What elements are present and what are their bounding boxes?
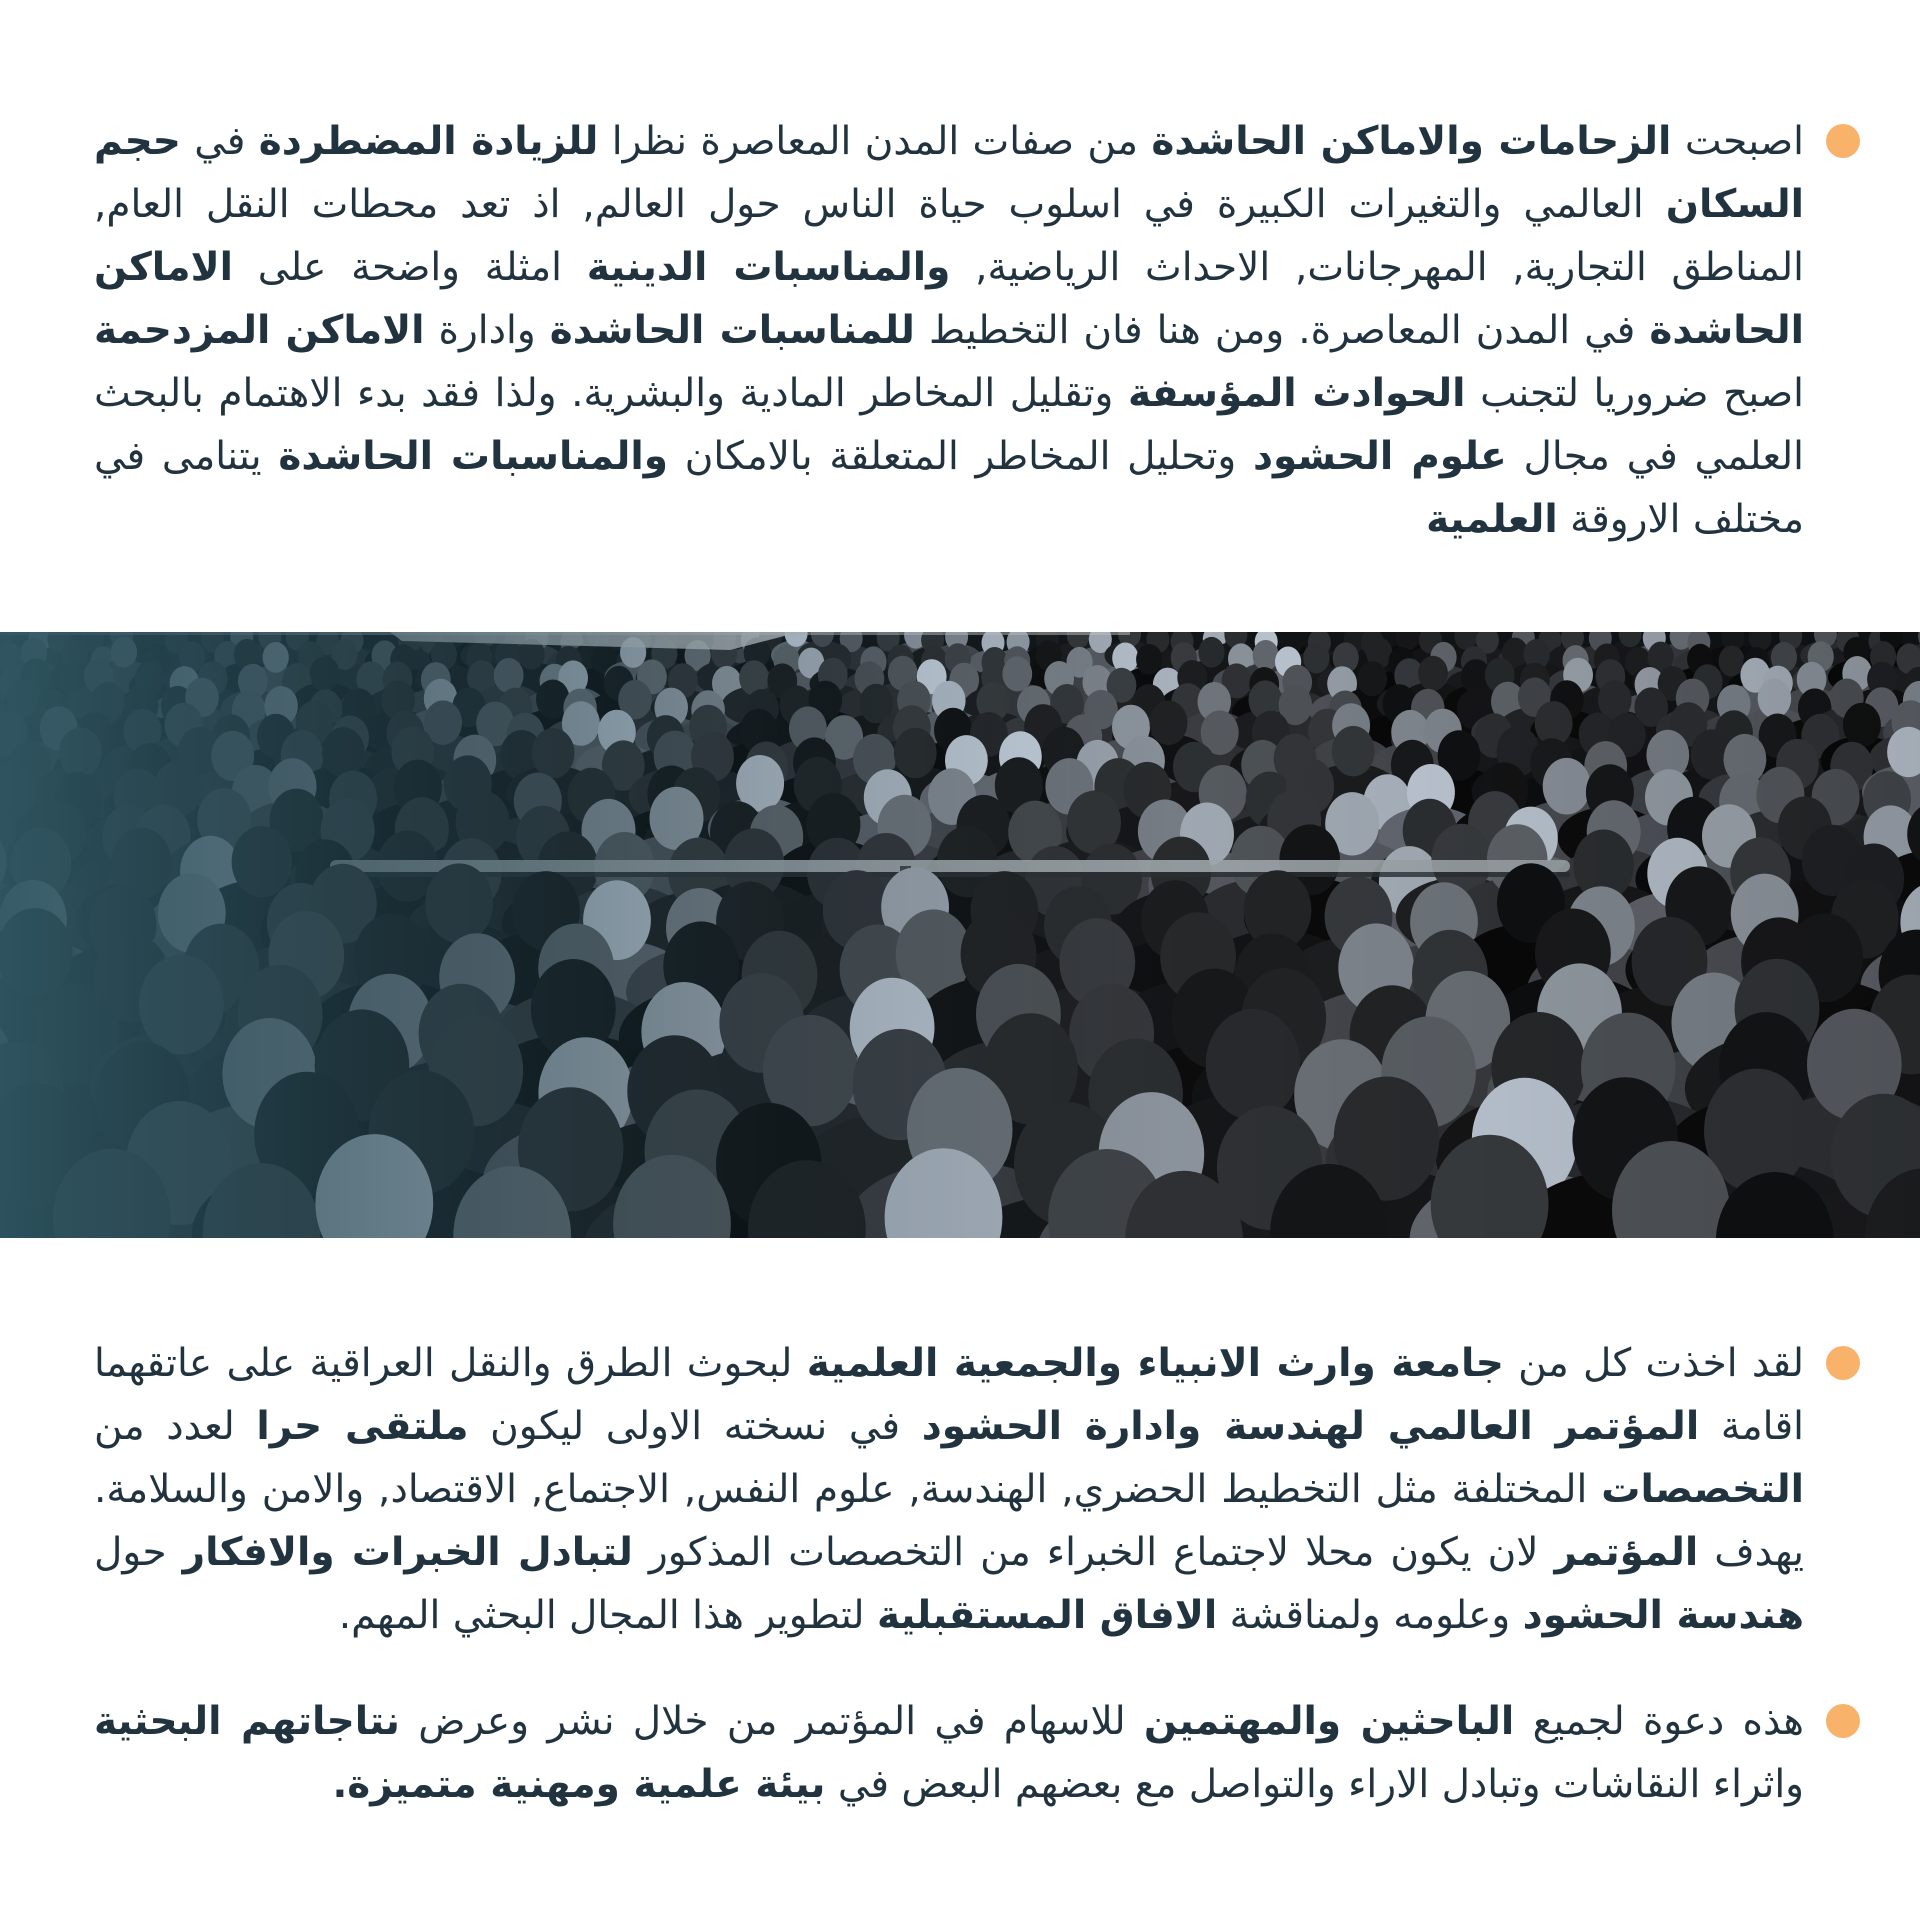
text-segment: هذه دعوة لجميع (1514, 1699, 1804, 1744)
text-segment: الافاق المستقبلية (876, 1593, 1218, 1638)
text-segment: وادارة (424, 308, 550, 353)
text-segment: اصبح ضروريا لتجنب (1465, 371, 1804, 416)
text-segment: للاسهام في المؤتمر من خلال نشر وعرض (399, 1699, 1144, 1744)
text-segment: من صفات المدن المعاصرة نظرا (598, 119, 1152, 164)
text-segment: هندسة الحشود (1522, 1593, 1804, 1638)
text-segment: لان يكون محلا لاجتماع الخبراء من التخصصات المذكور (632, 1530, 1555, 1575)
text-segment: الاماكن المزدحمة (94, 308, 425, 353)
text-segment: علوم الحشود (1253, 434, 1507, 479)
bullet-marker (1826, 1346, 1860, 1380)
text-segment: وتقليل المخاطر المادية والبشرية. ولذا فقد بدء الاهتمام بالبحث العلمي في مجال (94, 371, 1804, 479)
text-segment: وعلومه ولمناقشة (1217, 1593, 1523, 1638)
text-segment: للزيادة المضطردة (258, 119, 599, 164)
text-segment: لتطوير هذا المجال البحثي المهم. (338, 1593, 877, 1638)
conference-paragraph-text (94, 1332, 1804, 1647)
bullet-marker (1826, 1704, 1860, 1738)
text-segment: في المدن المعاصرة. ومن هنا فان التخطيط (914, 308, 1650, 353)
text-segment: المؤتمر العالمي لهندسة وادارة الحشود (921, 1404, 1700, 1449)
text-segment: حجم السكان (94, 119, 1804, 227)
text-segment: امثلة واضحة على (232, 245, 587, 290)
crowd-photo (0, 632, 1920, 1238)
text-segment: العلمية (1426, 497, 1558, 542)
text-segment: يتنامى في مختلف الاروقة (94, 434, 1804, 542)
text-segment: حول (94, 1530, 183, 1575)
text-segment: ملتقى حرا (256, 1404, 469, 1449)
text-segment: للمناسبات الحاشدة (549, 308, 915, 353)
intro-paragraph-text (94, 110, 1804, 551)
text-segment: لعدد من (94, 1404, 257, 1449)
text-segment: بيئة علمية ومهنية متميزة. (332, 1762, 826, 1807)
text-segment: اصبحت (1671, 119, 1805, 164)
text-segment: المؤتمر (1554, 1530, 1699, 1575)
bullet-marker (1826, 124, 1860, 158)
invitation-paragraph-block (94, 1690, 1860, 1816)
text-segment: والمناسبات الدينية (586, 245, 951, 290)
text-segment: نتاجاتهم البحثية (94, 1699, 400, 1744)
text-segment: التخصصات (1601, 1467, 1804, 1512)
text-segment: الحوادث المؤسفة (1127, 371, 1466, 416)
text-segment: لبحوث الطرق والنقل العراقية على عاتقهما اقامة (94, 1341, 1804, 1449)
conference-paragraph-block (94, 1332, 1860, 1647)
text-segment: الاماكن الحاشدة (94, 245, 1804, 353)
text-segment: لتبادل الخبرات والافكار (182, 1530, 633, 1575)
text-segment: المختلفة مثل التخطيط الحضري, الهندسة, علوم النفس, الاجتماع, الاقتصاد, والامن والسلامة. يهدف (94, 1467, 1804, 1575)
text-segment: الزحامات والاماكن الحاشدة (1151, 119, 1672, 164)
invitation-paragraph-text (94, 1690, 1804, 1816)
text-segment: الباحثين والمهتمين (1143, 1699, 1515, 1744)
text-segment: واثراء النقاشات وتبادل الاراء والتواصل مع بعضهم البعض في (825, 1762, 1804, 1807)
text-segment: جامعة وارث الانبياء والجمعية العلمية (806, 1341, 1504, 1386)
text-segment: في (180, 119, 259, 164)
text-segment: والمناسبات الحاشدة (278, 434, 668, 479)
text-segment: العالمي والتغيرات الكبيرة في اسلوب حياة الناس حول العالم, اذ تعد محطات النقل العام, المناطق التجارية, المهرجانات, الاحداث الرياضية, (94, 182, 1805, 290)
text-segment: لقد اخذت كل من (1503, 1341, 1804, 1386)
text-segment: في نسخته الاولى ليكون (468, 1404, 922, 1449)
intro-paragraph-block (94, 110, 1860, 551)
text-segment: وتحليل المخاطر المتعلقة بالامكان (667, 434, 1254, 479)
